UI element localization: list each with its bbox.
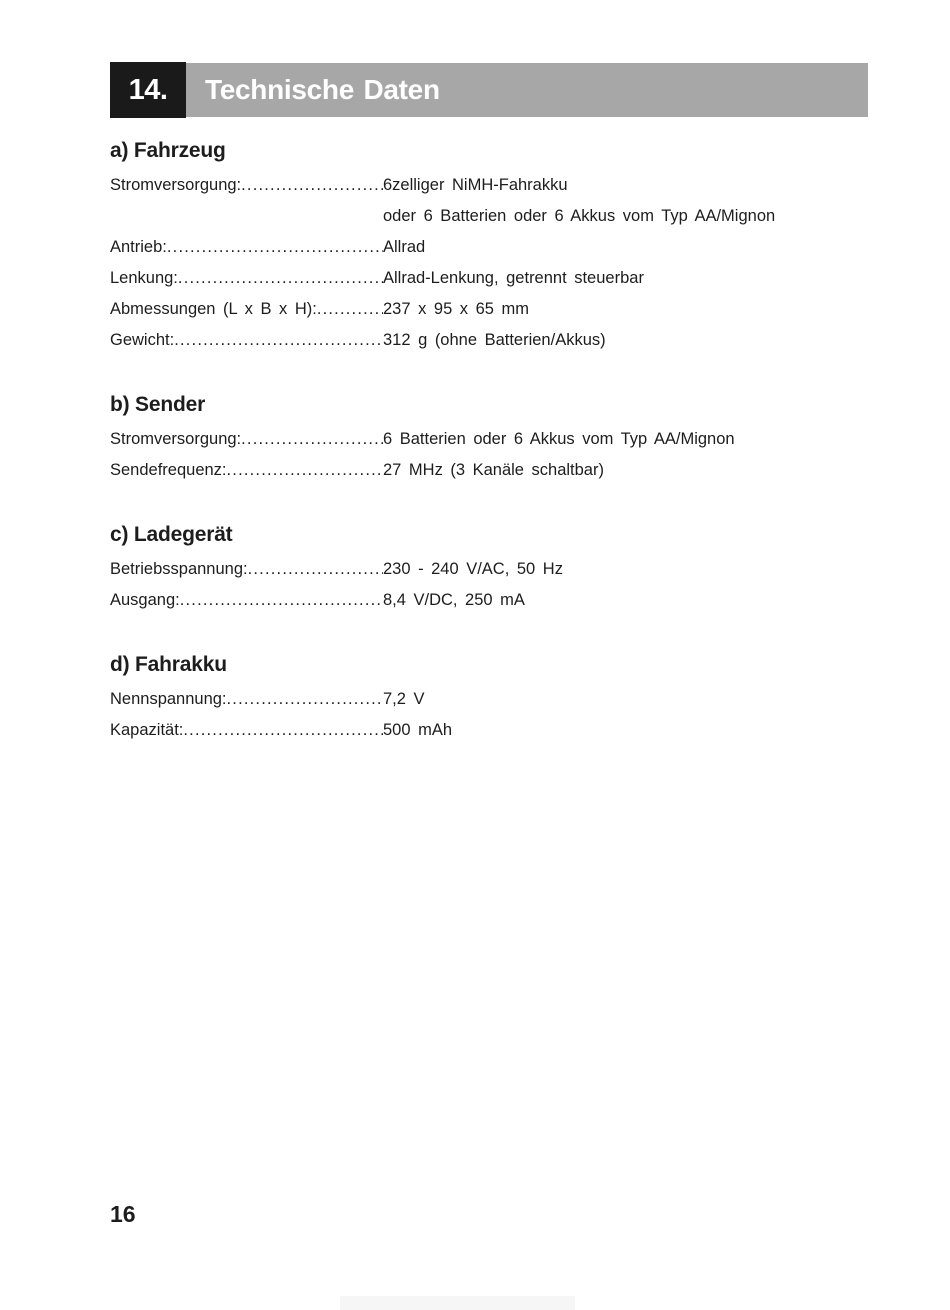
spec-label-area bbox=[110, 325, 383, 356]
spec-label: Gewicht: bbox=[110, 331, 175, 349]
spec-value-continuation: oder 6 Batterien oder 6 Akkus vom Typ AA/Mignon bbox=[383, 207, 776, 225]
spec-value: 312 g (ohne Batterien/Akkus) bbox=[383, 331, 606, 349]
spec-rows bbox=[110, 684, 868, 746]
dot-leader bbox=[317, 294, 383, 325]
spec-row bbox=[110, 455, 868, 486]
chapter-title: Technische Daten bbox=[205, 74, 440, 105]
spec-rows bbox=[110, 424, 868, 486]
spec-label: Nennspannung: bbox=[110, 690, 227, 708]
spec-label: Lenkung: bbox=[110, 269, 178, 287]
dot-leader bbox=[227, 684, 383, 715]
spec-label: Stromversorgung: bbox=[110, 430, 242, 448]
spec-row bbox=[110, 263, 868, 294]
spec-label-area bbox=[110, 232, 383, 263]
spec-row bbox=[110, 585, 868, 616]
spec-section bbox=[110, 522, 868, 616]
spec-label: Antrieb: bbox=[110, 238, 167, 256]
dot-leader bbox=[167, 232, 383, 263]
spec-content bbox=[110, 138, 868, 746]
scan-artifact bbox=[340, 1296, 575, 1310]
spec-row bbox=[110, 294, 868, 325]
dot-leader bbox=[227, 455, 383, 486]
spec-value: 8,4 V/DC, 250 mA bbox=[383, 591, 525, 609]
section-heading: d) Fahrakku bbox=[110, 653, 227, 676]
spec-label-area bbox=[110, 263, 383, 294]
spec-row bbox=[110, 325, 868, 356]
spec-value: Allrad-Lenkung, getrennt steuerbar bbox=[383, 269, 644, 287]
spec-section bbox=[110, 652, 868, 746]
dot-leader bbox=[180, 585, 383, 616]
spec-label: Stromversorgung: bbox=[110, 176, 242, 194]
spec-value: 7,2 V bbox=[383, 690, 425, 708]
spec-value: 6zelliger NiMH-Fahrakku bbox=[383, 176, 568, 194]
dot-leader bbox=[241, 170, 383, 201]
spec-section bbox=[110, 138, 868, 356]
spec-label-area bbox=[110, 554, 383, 585]
dot-leader bbox=[183, 715, 383, 746]
spec-value: 6 Batterien oder 6 Akkus vom Typ AA/Mignon bbox=[383, 430, 735, 448]
spec-label: Ausgang: bbox=[110, 591, 180, 609]
spec-value: 500 mAh bbox=[383, 721, 453, 739]
spec-label-area bbox=[110, 455, 383, 486]
dot-leader bbox=[174, 325, 383, 356]
section-heading: b) Sender bbox=[110, 393, 206, 416]
spec-label: Betriebsspannung: bbox=[110, 560, 248, 578]
spec-rows bbox=[110, 170, 868, 356]
spec-label-area bbox=[110, 294, 383, 325]
spec-label-area bbox=[110, 715, 383, 746]
spec-label-area bbox=[110, 170, 383, 201]
spec-label-area bbox=[110, 424, 383, 455]
spec-row bbox=[110, 170, 868, 201]
spec-value: 237 x 95 x 65 mm bbox=[383, 300, 529, 318]
spec-row bbox=[110, 424, 868, 455]
dot-leader bbox=[248, 554, 383, 585]
dot-leader bbox=[241, 424, 383, 455]
spec-value: Allrad bbox=[383, 238, 426, 256]
spec-label-area bbox=[110, 585, 383, 616]
spec-value: 230 - 240 V/AC, 50 Hz bbox=[383, 560, 563, 578]
spec-rows bbox=[110, 554, 868, 616]
dot-leader bbox=[178, 263, 383, 294]
spec-row bbox=[110, 684, 868, 715]
spec-label: Kapazität: bbox=[110, 721, 184, 739]
spec-row bbox=[110, 715, 868, 746]
spec-label-area bbox=[110, 684, 383, 715]
section-heading: c) Ladegerät bbox=[110, 523, 233, 546]
spec-label: Abmessungen (L x B x H): bbox=[110, 300, 317, 318]
spec-row bbox=[110, 554, 868, 585]
chapter-header bbox=[110, 63, 868, 117]
chapter-number: 14. bbox=[110, 62, 186, 118]
section-heading: a) Fahrzeug bbox=[110, 139, 226, 162]
spec-section bbox=[110, 392, 868, 486]
spec-label: Sendefrequenz: bbox=[110, 461, 227, 479]
spec-value: 27 MHz (3 Kanäle schaltbar) bbox=[383, 461, 604, 479]
page-number: 16 bbox=[110, 1201, 136, 1227]
spec-row bbox=[110, 232, 868, 263]
